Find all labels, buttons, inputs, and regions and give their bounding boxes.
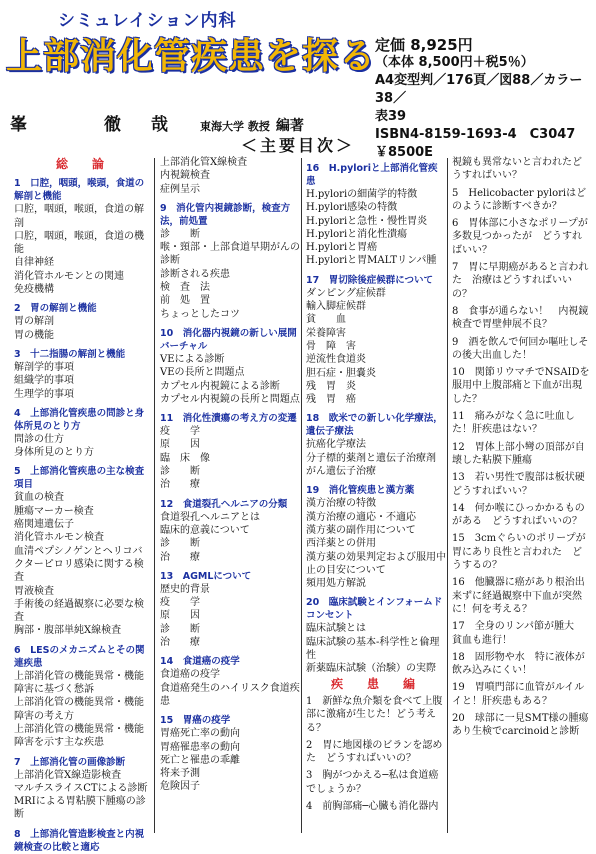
toc-item: 胃液検査 (14, 585, 54, 597)
question-item: 13 若い男性で腹部は板状硬どうすればいい？ (452, 472, 585, 497)
price: 定価 8,925円 (375, 36, 473, 54)
question-item: 19 胃噴門部に血管がルイルイと！肝疾患もある？ (452, 682, 585, 707)
toc-item: 上部消化管の機能異常・機能障害を示す主な疾患 (14, 723, 144, 749)
toc-item: 胃の機能 (14, 329, 54, 341)
toc-item: 栄養障害 (306, 327, 346, 339)
section-heading: 17 胃切除後症候群について (306, 274, 434, 286)
question-item: 11 痛みがなく急に吐血した！肝疾患はない？ (452, 411, 575, 436)
section-heading: 12 食道裂孔ヘルニアの分類 (160, 498, 288, 510)
toc-item: 内視鏡検査 (160, 170, 210, 182)
question-item: 10 関節リウマチでNSAIDを服用中上腹部痛と下血が出現した？ (452, 367, 590, 405)
toc-item: 胸部・腹部単純X線検査 (14, 625, 122, 637)
category-heading: 疾 患 編 (330, 676, 421, 691)
toc-item: H.pyloriの細菌学的特徴 (306, 189, 418, 200)
question-item: 8 食事が通らない！ 内視鏡検査で胃壁伸展不良？ (452, 305, 589, 331)
toc-item: 血清ペプシノゲンとヘリコバクターピロリ感染に関する検査 (14, 545, 144, 584)
toc-item: 漢方治療の適応・不適応 (306, 511, 416, 523)
toc-item: 食道癌発生のハイリスク食道疾患 (160, 682, 300, 707)
question-item: 15 3cmぐらいのポリープが胃にあり良性と言われた どうするの？ (452, 533, 586, 572)
toc-item: 新薬臨床試験（治験）の実際 (306, 663, 436, 675)
question-item: 18 固形物や水 特に液体が飲み込みにくい！ (452, 651, 585, 677)
toc-item: 治 療 (160, 637, 200, 649)
toc-item: 組織学的事項 (14, 375, 74, 387)
section-heading: 3 十二指腸の解剖と機能 (14, 348, 126, 360)
spec-line: A4変型判／176頁／図88／カラー38／ (375, 73, 583, 106)
question-item: 4 前胸部痛─心臓も消化器内 (306, 800, 439, 812)
question-item: 1 新鮮な魚介類を食べて上腹部に激痛が生じた！どう考える？ (306, 695, 443, 734)
category-heading: 総 論 (55, 157, 110, 171)
toc-item: H.pyloriと消化性潰瘍 (306, 228, 408, 240)
toc-item: 検 査 法 (160, 282, 210, 294)
toc-item: VEの長所と問題点 (160, 367, 245, 379)
toc-item: MRIによる胃粘膜下腫瘍の診断 (14, 796, 146, 821)
toc-item: 診 断 (160, 538, 200, 550)
toc-item: 頻用処方解説 (306, 578, 366, 590)
question-item: 9 酒を飲んで何回か嘔吐しその後大出血した！ (452, 336, 589, 361)
question-item: 5 Helicobacter pyloriはどのように診断すべきか？ (452, 187, 587, 212)
toc-item: 死亡と罹患の乖離 (160, 754, 240, 766)
toc-item: 診 断 (160, 466, 200, 478)
toc-item: 腫瘍マーカー検査 (14, 505, 94, 517)
toc-item: 逆流性食道炎 (306, 354, 366, 366)
toc-item: 上部消化管X線検査 (160, 157, 248, 168)
section-heading: 9 消化管内視鏡診断，検査方法，前処置 (160, 202, 291, 227)
section-heading: 7 上部消化管の画像診断 (14, 756, 126, 768)
toc-item: 骨 障 害 (306, 340, 356, 352)
section-heading: 19 消化管疾患と漢方薬 (306, 485, 415, 497)
section-heading: 4 上部消化管疾患の問診と身体所見のとり方 (14, 407, 145, 432)
toc-item: 貧 血 (306, 314, 346, 326)
toc-item: H.pyloriと胃癌 (306, 242, 378, 254)
toc-column-3 (306, 156, 446, 817)
toc-item: 消化管ホルモンとの関連 (14, 270, 124, 282)
toc-item: 診断される疾患 (160, 268, 230, 280)
section-heading: 6 LESのメカニズムとその関連疾患 (14, 644, 145, 669)
toc-column-4 (452, 156, 590, 743)
toc-item: 治 療 (160, 551, 200, 563)
section-heading: 2 胃の解剖と機能 (14, 303, 97, 315)
toc-item: 抗癌化学療法 (306, 439, 366, 451)
toc-item: 胆石症・胆嚢炎 (306, 367, 376, 379)
section-heading: 11 消化性潰瘍の考え方の変遷 (160, 413, 297, 425)
toc-item: がん遺伝子治療 (306, 466, 376, 478)
author-role: 編著 (275, 118, 304, 134)
toc-item: 臨床試験の基本-科学性と倫理性 (306, 636, 440, 662)
toc-item: H.pyloriと急性・慢性胃炎 (306, 215, 428, 227)
toc-item: 前 処 置 (160, 295, 210, 307)
toc-item: 臨床試験とは (306, 623, 366, 635)
toc-item: 漢方治療の特徴 (306, 498, 376, 510)
section-heading: 20 臨床試験とインフォームドコンセント (306, 597, 443, 622)
toc-title: ＜主要目次＞ (240, 136, 355, 155)
toc-item: 臨 床 像 (160, 452, 210, 464)
toc-item: 残 胃 炎 (306, 380, 356, 392)
toc-item: 癌関連遺伝子 (14, 519, 74, 531)
question-item: 6 胃体部に小さなポリープが多数見つかったが どうすればいい？ (452, 218, 588, 256)
toc-item: 危険因子 (160, 781, 200, 793)
column-divider (301, 158, 302, 833)
question-item: 14 何か喉にひっかかるものがある どうすればいいの？ (452, 502, 585, 528)
column-divider (447, 158, 448, 833)
question-item: 7 胃に早期癌があると言われた 治療はどうすればいいの？ (452, 262, 589, 300)
toc-item: 診 断 (160, 228, 200, 240)
toc-item: 貧血の検査 (14, 492, 64, 504)
toc-item: 原 因 (160, 610, 200, 622)
toc-item: VEによる診断 (160, 353, 225, 365)
question-item: 視鏡も異常ないと言われたどうすればいい？ (452, 157, 582, 182)
section-heading: 13 AGMLについて (160, 570, 252, 582)
toc-item: 残 胃 癌 (306, 394, 356, 406)
toc-item: 上部消化管の機能異常・機能障害の考え方 (14, 697, 144, 722)
toc-item: 治 療 (160, 479, 200, 491)
section-heading: 15 胃癌の疫学 (160, 715, 231, 727)
toc-item: 消化管ホルモン検査 (14, 532, 104, 544)
toc-item: カプセル内視鏡による診断 (160, 380, 280, 392)
section-heading: 14 食道癌の疫学 (160, 656, 240, 668)
toc-item: 生理学的事項 (14, 388, 74, 400)
section-heading: 5 上部消化管疾患の主な検査項目 (14, 466, 145, 491)
author-affiliation: 東海大学 教授 (200, 120, 270, 133)
toc-item: 歴史的背景 (160, 583, 210, 595)
toc-column-1 (14, 156, 152, 854)
toc-item: 自律神経 (14, 257, 54, 269)
toc-item: 口腔，咽頭，喉頭，食道の機能 (14, 230, 144, 256)
book-subtitle: シミュレイション内科 (58, 11, 237, 31)
toc-item: 将来予測 (160, 768, 200, 780)
toc-item: 疫 学 (160, 426, 200, 438)
toc-item: 分子標的薬剤と遺伝子治療剤 (306, 452, 436, 464)
question-item: 3 胸がつかえる─私は食道癌でしょうか？ (306, 770, 439, 795)
toc-item: ダンピング症候群 (306, 287, 386, 299)
toc-item: 喉・頸部・上部食道早期がんの診断 (160, 242, 300, 267)
column-divider (154, 158, 155, 833)
toc-item: 免疫機構 (14, 284, 54, 296)
question-item: 20 球部に一見SMT様の腫瘍あり生検でcarcinoidと診断 (452, 712, 589, 738)
section-heading: 16 H.pyloriと上部消化管疾患 (306, 163, 438, 187)
toc-item: 漢方薬の副作用について (306, 524, 416, 536)
question-item: 17 全身のリンパ節が腫大 貧血も進行！ (452, 621, 585, 646)
section-heading: 10 消化器内視鏡の新しい展開バーチャル (160, 327, 297, 352)
toc-item: 食道裂孔ヘルニアとは (160, 511, 260, 523)
toc-item: 上部消化管の機能異常・機能障害に基づく愁訴 (14, 670, 144, 696)
toc-item: 口腔，咽頭，喉頭，食道の解剖 (14, 204, 144, 229)
book-title: 上部消化管疾患を探る (6, 36, 377, 77)
toc-item: ちょっとしたコツ (160, 308, 240, 320)
question-item: 12 胃体上部小彎の頂部が自壊した粘膜下腫瘍 (452, 441, 585, 466)
toc-item: 胃癌罹患率の動向 (160, 741, 240, 753)
toc-item: 診 断 (160, 623, 200, 635)
toc-item: 胃の解剖 (14, 316, 54, 328)
toc-item: H.pyloriと胃MALTリンパ腫 (306, 255, 437, 267)
toc-item: 漢方薬の効果判定および服用中止の目安について (306, 551, 446, 576)
question-item: 2 胃に地図様のビランを認めた どうすればいいの？ (306, 739, 443, 765)
toc-item: 食道癌の疫学 (160, 669, 220, 681)
isbn: ISBN4-8159-1693-4 C3047 ￥8500E (375, 127, 589, 160)
toc-item: 上部消化管X線造影検査 (14, 769, 122, 781)
toc-item: 問診の仕方 (14, 433, 64, 445)
toc-item: 輸入脚症候群 (306, 301, 366, 313)
author-line (10, 110, 304, 135)
toc-item: 西洋薬との併用 (306, 538, 376, 550)
toc-item: 症例呈示 (160, 183, 200, 195)
toc-item: 解剖学的事項 (14, 361, 74, 373)
section-heading: 18 欧米での新しい化学療法，遺伝子療法 (306, 413, 443, 438)
section-heading: 1 口腔，咽頭，喉頭，食道の解剖と機能 (14, 178, 145, 203)
toc-item: 手術後の経過観察に必要な検査 (14, 598, 144, 624)
toc-item: カプセル内視鏡の長所と問題点 (160, 393, 300, 405)
author-name: 峯 徹哉 (10, 115, 198, 135)
section-heading: 8 上部消化管造影検査と内視鏡検査の比較と適応 (14, 828, 145, 853)
toc-item: マルチスライスCTによる診断 (14, 782, 148, 794)
toc-item: 原 因 (160, 439, 200, 451)
toc-item: 臨床的意義について (160, 524, 250, 536)
spec-line-2: 表39 (375, 109, 407, 124)
toc-item: 胃癌死亡率の動向 (160, 728, 240, 740)
toc-item: 身体所見のとり方 (14, 447, 94, 459)
toc-column-2 (160, 156, 300, 794)
toc-item: 疫 学 (160, 597, 200, 609)
question-item: 16 他臓器に癌があり根治出来ずに経過観察中下血が突然に！何を考える？ (452, 577, 585, 615)
price-detail: （本体 8,500円＋税5％） (375, 55, 534, 70)
toc-item: H.pylori感染の特徴 (306, 202, 398, 214)
